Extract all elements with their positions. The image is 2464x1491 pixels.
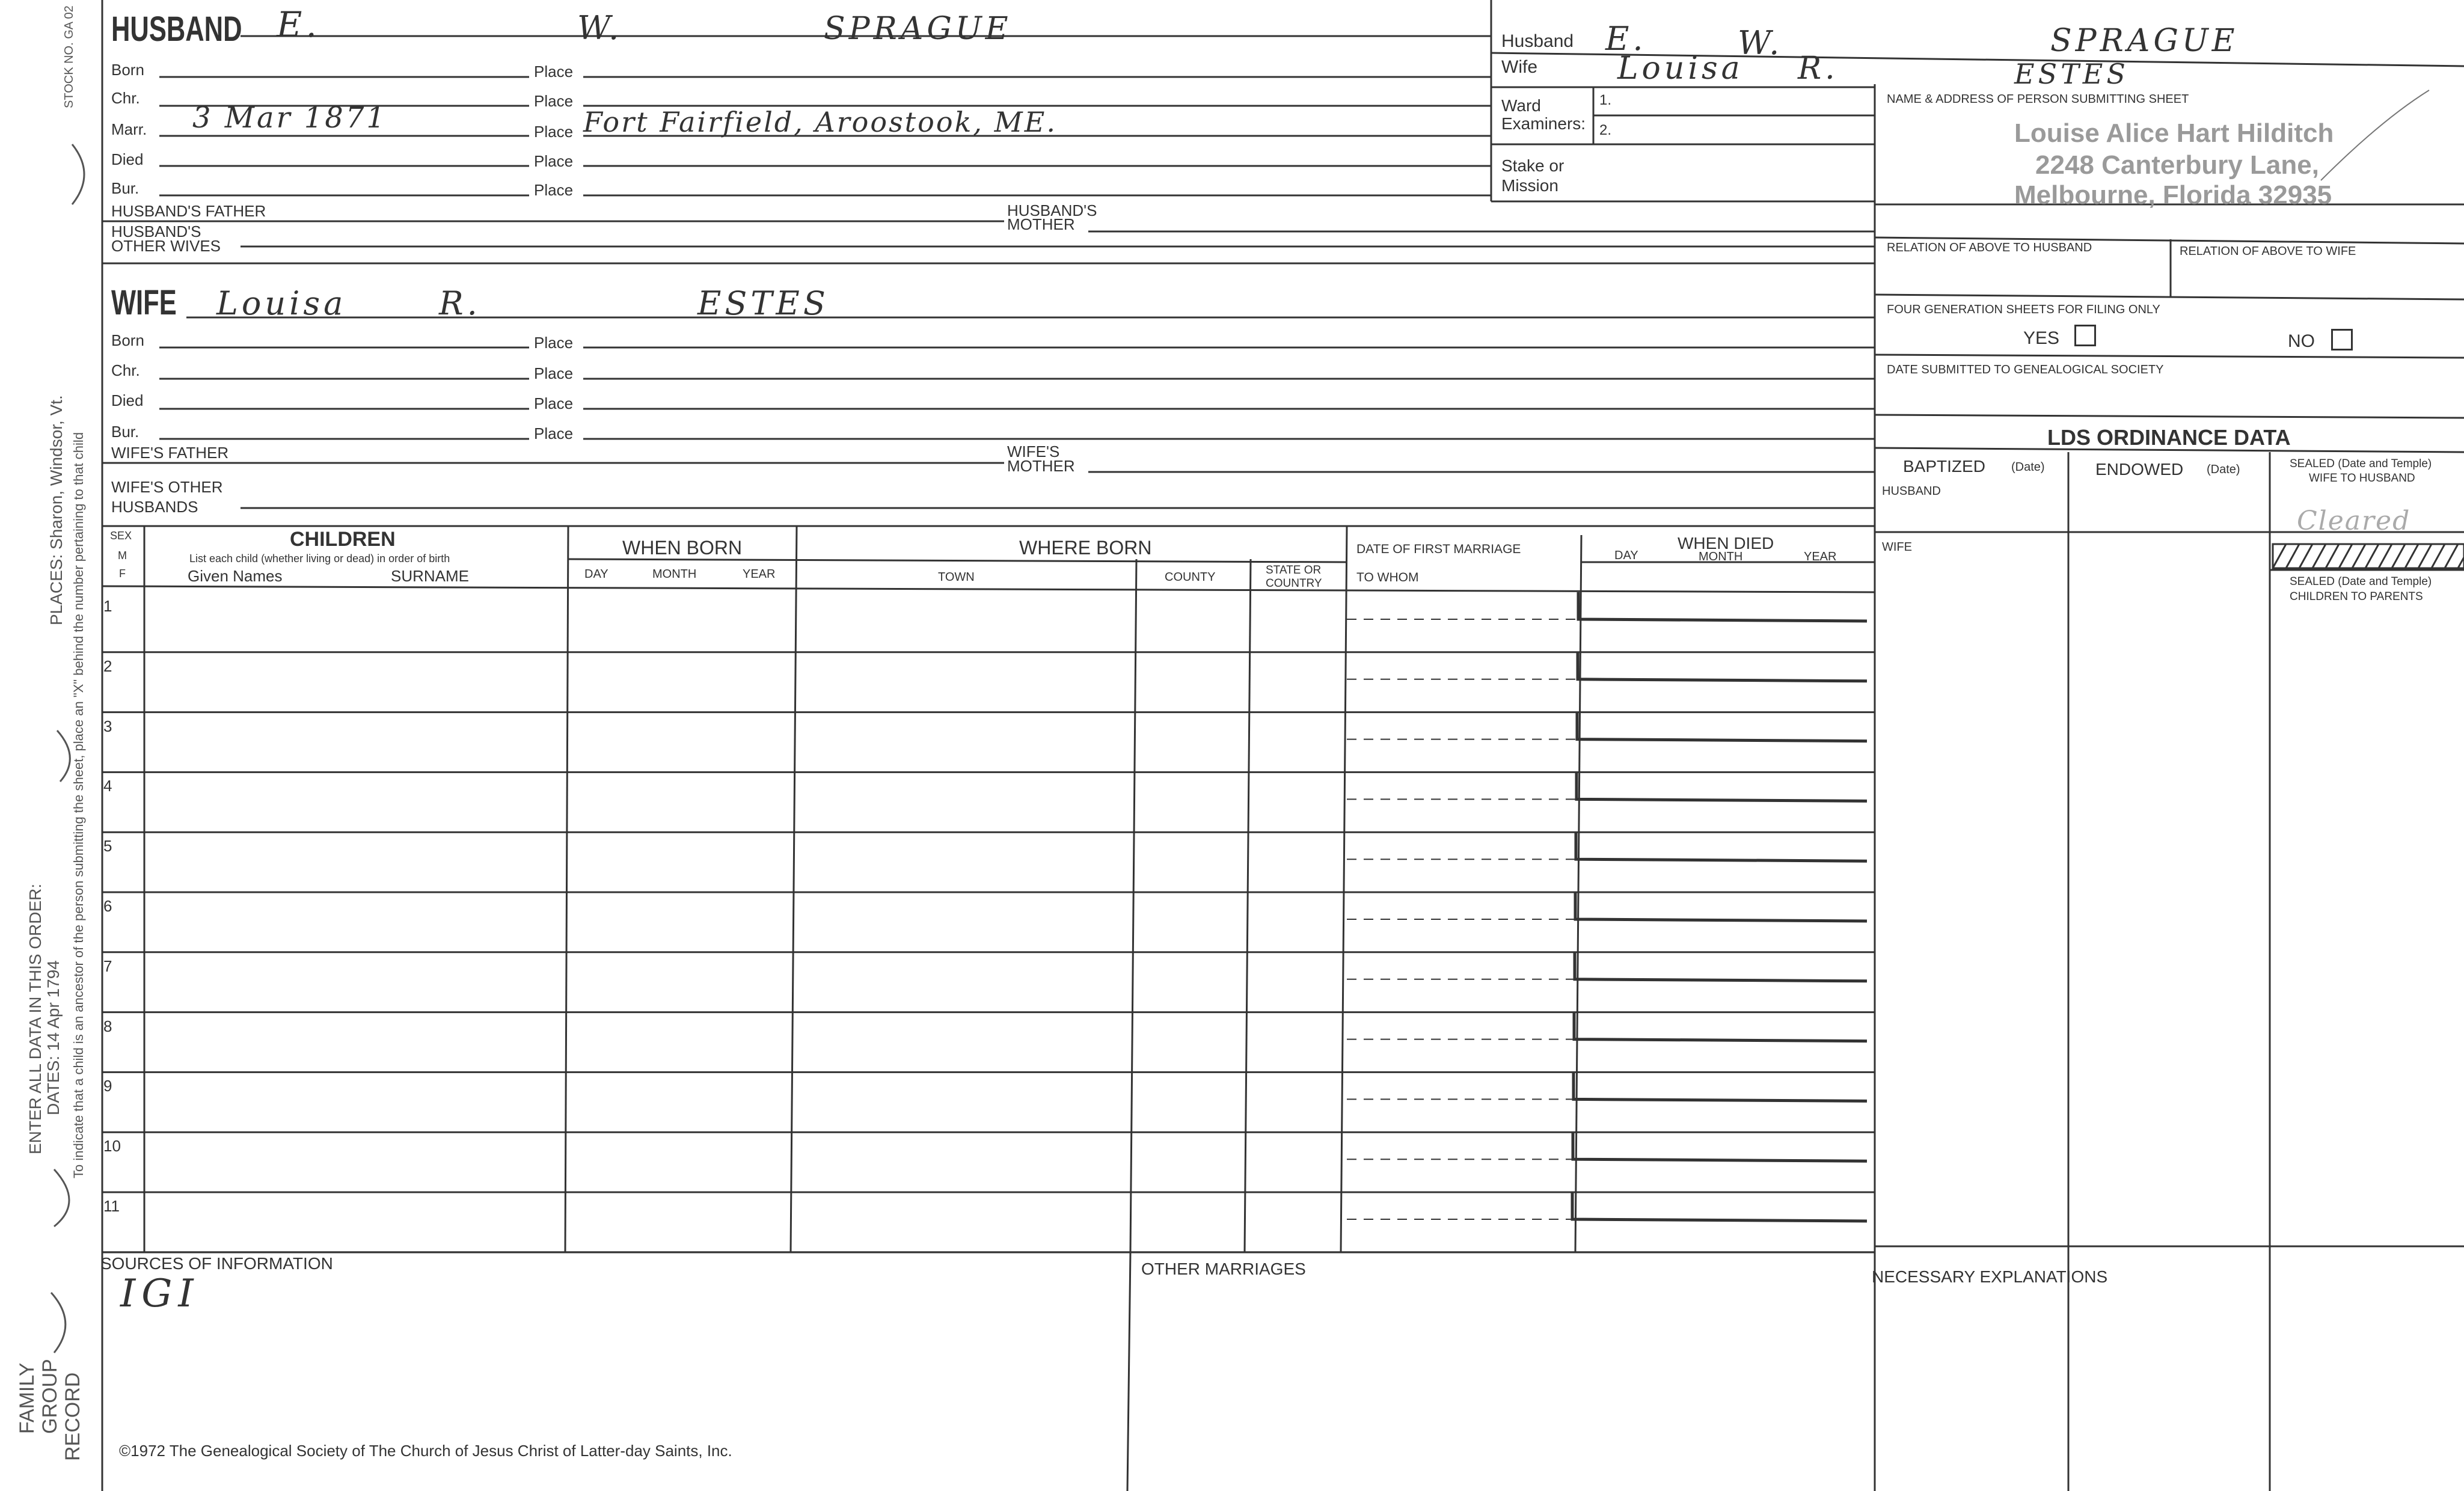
child-row-number: 2 (103, 657, 112, 675)
wife-middle-name[interactable]: R. (439, 284, 481, 322)
where-born-header: WHERE BORN (1019, 537, 1152, 559)
places-note: PLACES: Sharon, Windsor, Vt. (47, 395, 66, 625)
county-label: COUNTY (1165, 571, 1216, 584)
baptized-date-tag: (Date) (2011, 461, 2045, 474)
given-names-label: Given Names (188, 567, 283, 585)
hatch-mark (2326, 544, 2339, 568)
hatch-mark (2312, 544, 2326, 568)
order-note-1: ENTER ALL DATA IN THIS ORDER: (26, 883, 44, 1154)
husband-father-label: HUSBAND'S FATHER (111, 202, 266, 220)
child-row-number: 11 (103, 1197, 120, 1215)
death-date-bracket (1572, 1192, 1867, 1221)
husband-mother-label-1: HUSBAND'S (1007, 201, 1097, 219)
death-date-bracket (1577, 772, 1867, 801)
sealed-children-label-2: CHILDREN TO PARENTS (2290, 590, 2423, 603)
submitter-street: 2248 Canterbury Lane, (2035, 150, 2319, 180)
cleared-note: Cleared (2297, 506, 2411, 536)
ward-label-1: Ward (1501, 96, 1541, 115)
hatch-mark (2392, 544, 2405, 568)
endowed-date-tag: (Date) (2207, 463, 2240, 476)
marriage-place[interactable]: Fort Fairfield, Aroostook, ME. (583, 106, 1057, 138)
child-row-number: 6 (103, 897, 112, 915)
death-date-bracket (1576, 832, 1867, 861)
death-date-bracket (1577, 712, 1867, 741)
wife-mother-label-1: WIFE'S (1007, 442, 1060, 461)
state-label-1: STATE OR (1266, 564, 1322, 577)
children-note: List each child (whether living or dead) in order of birth (189, 553, 450, 565)
summary-wife-middle[interactable]: R. (1798, 51, 1839, 87)
wife-given-name[interactable]: Louisa (216, 284, 347, 322)
stock-number: STOCK NO. GA 02 (63, 5, 76, 108)
sealed-label-1: SEALED (Date and Temple) (2290, 458, 2432, 470)
yes-checkbox[interactable] (2074, 325, 2096, 346)
death-date-bracket (1574, 1012, 1867, 1041)
husband-other-wives-label-1: HUSBAND'S (111, 222, 201, 240)
death-date-bracket (1574, 1072, 1867, 1101)
child-row-number: 1 (103, 597, 112, 615)
wife-born-place-label: Place (534, 334, 574, 352)
summary-husband-middle[interactable]: W. (1738, 24, 1783, 62)
other-marriages-label: OTHER MARRIAGES (1141, 1260, 1306, 1278)
hatch-mark (2352, 544, 2365, 568)
no-label: NO (2288, 331, 2315, 351)
submitter-name: Louise Alice Hart Hilditch (2014, 118, 2334, 148)
wife-bur-place-label: Place (534, 424, 574, 442)
husband-died-place-label: Place (534, 152, 574, 170)
sex-label-1: SEX (110, 530, 132, 542)
order-note-2: DATES: 14 Apr 1794 (44, 960, 63, 1115)
necessary-explanations-label: NECESSARY EXPLANATIONS (1872, 1267, 2108, 1286)
form-title-1: FAMILY (16, 1362, 38, 1434)
husband-surname[interactable]: SPRAGUE (824, 11, 1012, 47)
sex-label-2: M (118, 550, 127, 562)
child-row-number: 9 (103, 1077, 112, 1095)
no-checkbox[interactable] (2331, 329, 2353, 351)
form-title-2: GROUP (38, 1359, 61, 1434)
wife-mother-label-2: MOTHER (1007, 457, 1075, 475)
date-submitted-label: DATE SUBMITTED TO GENEALOGICAL SOCIETY (1887, 363, 2164, 376)
husband-chr-place-label: Place (534, 92, 574, 110)
to-whom-label: TO WHOM (1356, 571, 1419, 584)
husband-bur-place-label: Place (534, 181, 574, 199)
death-date-bracket (1578, 592, 1867, 621)
wife-other-husbands-label-1: WIFE'S OTHER (111, 478, 223, 496)
husband-marr-place-label: Place (534, 123, 574, 141)
wife-bur-label: Bur. (111, 423, 139, 441)
sealed-children-label-1: SEALED (Date and Temple) (2290, 575, 2432, 588)
children-header: CHILDREN (290, 528, 396, 551)
summary-husband-surname[interactable]: SPRAGUE (2050, 23, 2239, 59)
death-date-bracket (1575, 892, 1867, 921)
hatch-mark (2445, 544, 2458, 568)
ward-label-2: Examiners: (1501, 114, 1586, 133)
wife-surname[interactable]: ESTES (697, 284, 829, 322)
child-row-number: 10 (103, 1137, 121, 1156)
submitter-label: NAME & ADDRESS OF PERSON SUBMITTING SHEET (1887, 93, 2189, 106)
born-year-label: YEAR (743, 568, 776, 581)
wife-chr-place-label: Place (534, 364, 574, 382)
sources-label: SOURCES OF INFORMATION (100, 1254, 333, 1273)
baptized-label: BAPTIZED (1903, 457, 1985, 476)
hatch-mark (2379, 544, 2392, 568)
summary-husband-label: Husband (1501, 31, 1574, 51)
stake-label-2: Mission (1501, 176, 1558, 195)
wife-died-place-label: Place (534, 394, 574, 412)
hatch-mark (2339, 544, 2352, 568)
submitter-city: Melbourne, Florida 32935 (2014, 180, 2332, 210)
first-marriage-label: DATE OF FIRST MARRIAGE (1356, 542, 1521, 556)
summary-husband-given[interactable]: E. (1605, 20, 1647, 58)
hatch-mark (2365, 544, 2379, 568)
born-day-label: DAY (584, 568, 608, 581)
child-row-number: 3 (103, 717, 112, 735)
wife-father-label: WIFE'S FATHER (111, 444, 229, 462)
husband-bur-label: Bur. (111, 179, 139, 197)
summary-wife-given[interactable]: Louisa (1617, 51, 1744, 87)
lds-wife-row: WIFE (1882, 540, 1912, 554)
hatch-mark (2432, 544, 2445, 568)
died-month-label: MONTH (1699, 550, 1743, 563)
child-row-number: 5 (103, 837, 112, 856)
wife-born-label: Born (111, 331, 144, 349)
husband-other-wives-label-2: OTHER WIVES (111, 237, 221, 255)
hatch-mark (2286, 544, 2299, 568)
lds-husband-row: HUSBAND (1882, 485, 1941, 498)
husband-header: HUSBAND (111, 10, 242, 49)
relation-to-husband-label: RELATION OF ABOVE TO HUSBAND (1887, 241, 2092, 254)
summary-wife-surname[interactable]: ESTES (2014, 58, 2129, 90)
husband-died-label: Died (111, 150, 144, 168)
sources-value[interactable]: IGI (120, 1272, 200, 1316)
summary-wife-label: Wife (1501, 57, 1537, 77)
when-born-header: WHEN BORN (622, 537, 743, 559)
wife-other-husbands-label-2: HUSBANDS (111, 498, 198, 516)
endowed-label: ENDOWED (2095, 460, 2184, 479)
husband-marr-label: Marr. (111, 120, 147, 138)
copyright: ©1972 The Genealogical Society of The Church of Jesus Christ of Latter-day Saints, Inc. (119, 1442, 732, 1460)
examiner-1: 1. (1599, 92, 1612, 108)
stake-label-1: Stake or (1501, 156, 1565, 175)
husband-mother-label-2: MOTHER (1007, 215, 1075, 233)
yes-label: YES (2023, 328, 2060, 348)
child-row-number: 8 (103, 1017, 112, 1035)
husband-chr-label: Chr. (111, 89, 140, 107)
ancestor-instruction: To indicate that a child is an ancestor of the person submitting the sheet, place an "X" behind the number pertaining to that child (71, 432, 86, 1178)
examiner-2: 2. (1599, 122, 1612, 138)
hatch-mark (2273, 544, 2286, 568)
child-row-number: 7 (103, 957, 112, 975)
when-died-header: WHEN DIED (1678, 534, 1774, 553)
death-date-bracket (1578, 652, 1867, 681)
hatch-mark (2299, 544, 2312, 568)
hatch-mark (2405, 544, 2418, 568)
death-date-bracket (1573, 1132, 1867, 1161)
wife-header: WIFE (111, 283, 177, 322)
death-date-bracket (1575, 952, 1867, 981)
surname-label: SURNAME (391, 567, 470, 585)
born-month-label: MONTH (652, 568, 697, 581)
died-year-label: YEAR (1804, 550, 1837, 563)
wife-chr-label: Chr. (111, 361, 140, 379)
wife-died-label: Died (111, 391, 144, 409)
marriage-date[interactable]: 3 Mar 1871 (192, 101, 387, 135)
state-label-2: COUNTRY (1266, 577, 1322, 590)
husband-born-place-label: Place (534, 63, 574, 81)
four-generation-label: FOUR GENERATION SHEETS FOR FILING ONLY (1887, 303, 2160, 316)
husband-given-name[interactable]: E. (277, 4, 320, 45)
husband-middle-name[interactable]: W. (577, 9, 623, 47)
sex-label-3: F (119, 568, 126, 580)
relation-to-wife-label: RELATION OF ABOVE TO WIFE (2180, 245, 2356, 258)
town-label: TOWN (938, 571, 975, 584)
child-row-number: 4 (103, 777, 112, 795)
sealed-label-2: WIFE TO HUSBAND (2309, 472, 2415, 485)
husband-born-label: Born (111, 61, 144, 79)
hatch-mark (2418, 544, 2432, 568)
lds-title: LDS ORDINANCE DATA (2047, 425, 2291, 450)
form-title-3: RECORD (61, 1372, 84, 1461)
died-day-label: DAY (1614, 549, 1638, 562)
